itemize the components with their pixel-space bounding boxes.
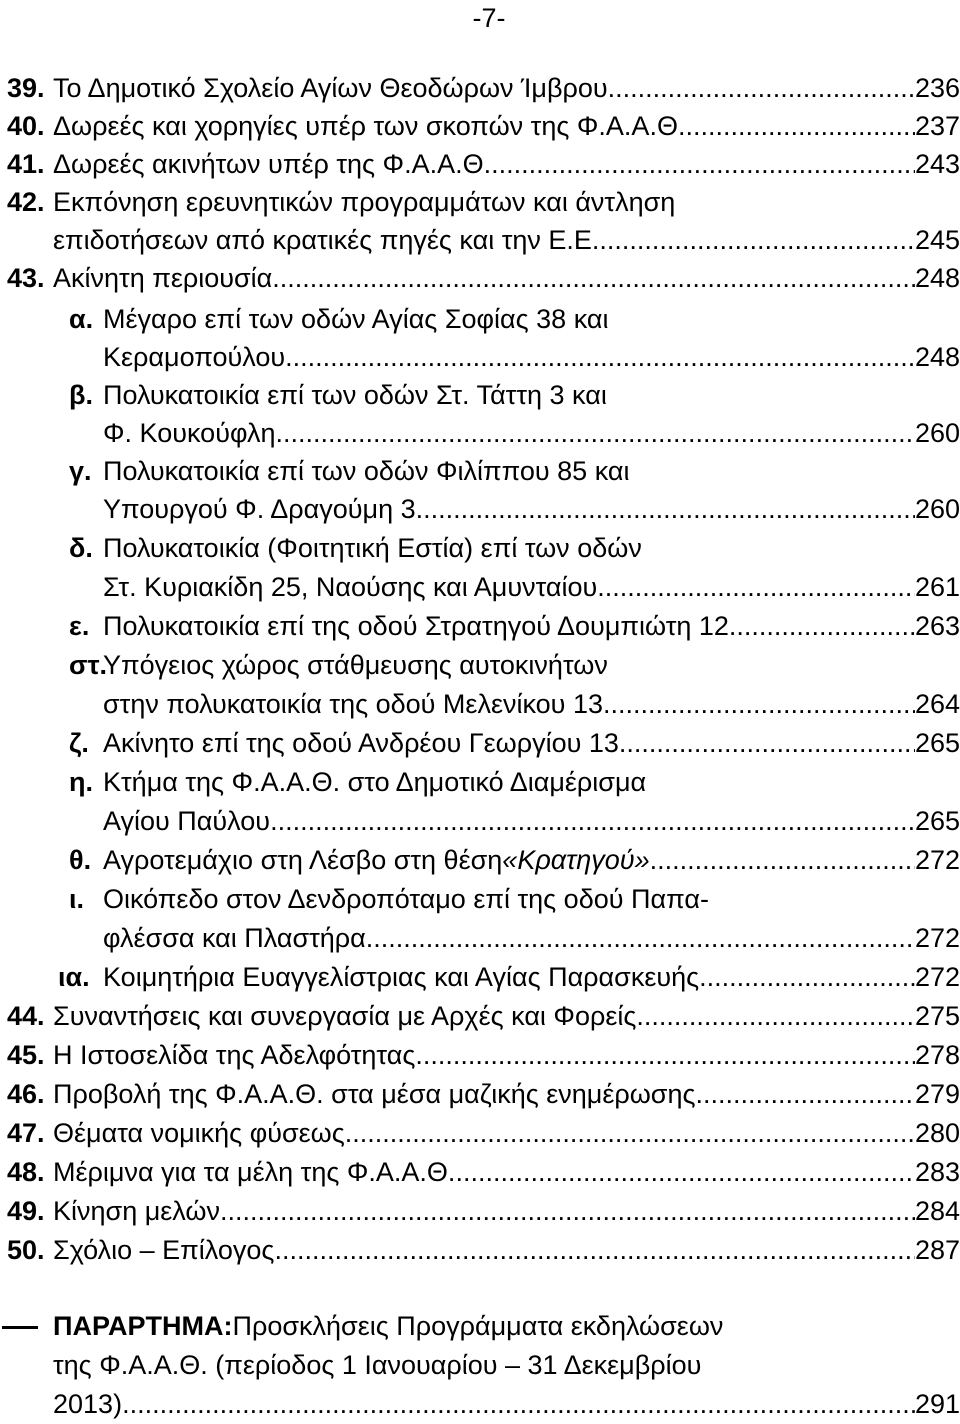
leader-dots	[272, 262, 915, 294]
toc-subentry-th	[69, 844, 960, 876]
entry-page: 265	[914, 806, 960, 836]
entry-page: 265	[914, 728, 960, 758]
leader-dots	[122, 1388, 915, 1420]
entry-page: 275	[914, 1001, 960, 1031]
leader-dots	[603, 688, 915, 720]
entry-number: 39.	[7, 73, 45, 103]
entry-title-line1: Πολυκατοικία επί των οδών Φιλίππου 85 και	[103, 456, 630, 486]
toc-appendix-cont2	[53, 1388, 960, 1420]
entry-title: Προβολή της Φ.Α.Α.Θ. στα μέσα μαζικής ενημέρωσης	[53, 1079, 696, 1109]
leader-dots	[416, 493, 915, 525]
entry-number: 46.	[7, 1079, 45, 1109]
entry-number: 49.	[7, 1196, 45, 1226]
entry-title-line1: Μέγαρο επί των οδών Αγίας Σοφίας 38 και	[103, 304, 609, 334]
toc-entry-43	[7, 262, 960, 294]
entry-page: 283	[914, 1157, 960, 1187]
entry-number: α.	[69, 304, 94, 334]
toc-entry-42-cont	[53, 224, 960, 256]
toc-appendix	[53, 1310, 960, 1342]
entry-page: 237	[914, 111, 960, 141]
entry-title: Το Δημοτικό Σχολείο Αγίων Θεοδώρων Ίμβρου	[53, 73, 608, 103]
leader-dots	[285, 341, 915, 373]
toc-entry-42	[7, 186, 960, 218]
toc-subentry-c-cont	[103, 493, 960, 525]
entry-title-line1: Υπόγειος χώρος στάθμευσης αυτοκινήτων	[103, 650, 608, 680]
leader-dots	[599, 224, 915, 256]
leader-dots	[345, 1117, 915, 1149]
entry-number: ι.	[69, 884, 85, 914]
entry-title: Ακίνητο επί της οδού Ανδρέου Γεωργίου 13	[103, 728, 619, 758]
entry-title-line1: Κτήμα της Φ.Α.Α.Θ. στο Δημοτικό Διαμέρισμα	[103, 767, 647, 797]
toc-subentry-c	[69, 455, 960, 487]
toc-entry-48	[7, 1156, 960, 1188]
entry-page: 248	[914, 342, 960, 372]
toc-subentry-d	[69, 532, 960, 564]
entry-title-line2: φλέσσα και Πλαστήρα	[103, 923, 366, 953]
entry-page: 280	[914, 1118, 960, 1148]
leader-dots	[415, 1039, 915, 1071]
entry-number: ζ.	[69, 728, 89, 758]
leader-dots	[455, 1156, 915, 1188]
toc-entry-49	[7, 1195, 960, 1227]
entry-title: Πολυκατοικία επί της οδού Στρατηγού Δουμπιώτη 12	[103, 611, 729, 641]
entry-page: 287	[914, 1235, 960, 1265]
entry-number: η.	[69, 767, 93, 797]
entry-title-line1: Εκπόνηση ερευνητικών προγραμμάτων και άντληση	[53, 187, 676, 217]
entry-number: β.	[69, 380, 93, 410]
leader-dots	[274, 1234, 914, 1266]
entry-page: 260	[914, 418, 960, 448]
toc-subentry-i-cont	[103, 922, 960, 954]
entry-title: Σχόλιο – Επίλογος	[53, 1235, 275, 1265]
toc-entry-47	[7, 1117, 960, 1149]
entry-number: 45.	[7, 1040, 45, 1070]
toc-entry-46	[7, 1078, 960, 1110]
entry-page: 272	[914, 962, 960, 992]
leader-dots	[491, 148, 915, 180]
entry-number: 40.	[7, 111, 45, 141]
entry-title-line1: Πολυκατοικία επί των οδών Στ. Τάττη 3 και	[103, 380, 607, 410]
entry-number: δ.	[69, 533, 93, 563]
entry-title: Κίνηση μελών	[53, 1196, 220, 1226]
toc-entry-45	[7, 1039, 960, 1071]
leader-dots	[636, 1000, 915, 1032]
entry-number: 41.	[7, 149, 45, 179]
entry-page: 272	[914, 845, 960, 875]
entry-number: θ.	[69, 845, 92, 875]
entry-number: στ.	[69, 650, 108, 680]
entry-page: 261	[914, 572, 960, 602]
entry-page: 245	[914, 225, 960, 255]
entry-title-line2: Φ. Κουκούφλη	[103, 418, 276, 448]
entry-title: Η Ιστοσελίδα της Αδελφότητας	[53, 1040, 416, 1070]
toc-subentry-b-cont	[103, 417, 960, 449]
toc-subentry-a-cont	[103, 341, 960, 373]
toc-subentry-z	[69, 727, 960, 759]
appendix-dash	[2, 1326, 38, 1329]
entry-title: Συναντήσεις και συνεργασία με Αρχές και Φορείς	[53, 1001, 637, 1031]
leader-dots	[275, 417, 914, 449]
entry-page: 278	[914, 1040, 960, 1070]
toc-subentry-ia	[58, 961, 960, 993]
entry-title-line2: Υπουργού Φ. Δραγούμη 3	[103, 494, 416, 524]
toc-subentry-h	[69, 766, 960, 798]
appendix-title-line3: 2013)	[53, 1389, 123, 1419]
entry-number: 48.	[7, 1157, 45, 1187]
entry-page: 284	[914, 1196, 960, 1226]
entry-title: Κοιμητήρια Ευαγγελίστριας και Αγίας Παρασκευής	[103, 962, 700, 992]
entry-page: 279	[914, 1079, 960, 1109]
entry-title: Αγροτεμάχιο στη Λέσβο στη θέση	[103, 845, 503, 875]
entry-title-line2: Αγίου Παύλου	[103, 806, 271, 836]
toc-entry-44	[7, 1000, 960, 1032]
entry-title-line2: στην πολυκατοικία της οδού Μελενίκου 13	[103, 689, 603, 719]
toc-subentry-a	[69, 303, 960, 335]
leader-dots	[650, 844, 915, 876]
entry-page: 243	[914, 149, 960, 179]
entry-page: 248	[914, 263, 960, 293]
leader-dots	[597, 571, 915, 603]
entry-page: 263	[914, 611, 960, 641]
entry-page: 264	[914, 689, 960, 719]
toc-subentry-st	[69, 649, 960, 681]
toc-subentry-d-cont	[103, 571, 960, 603]
entry-number: γ.	[69, 456, 92, 486]
appendix-label: ΠΑΡΑΡΤΗΜΑ:	[53, 1311, 233, 1341]
entry-number: 44.	[7, 1001, 45, 1031]
appendix-title-line2: της Φ.Α.Α.Θ. (περίοδος 1 Ιανουαρίου – 31 Δεκεμβρίου	[53, 1350, 702, 1380]
leader-dots	[608, 72, 915, 104]
entry-page: 260	[914, 494, 960, 524]
toc-appendix-cont1	[53, 1349, 960, 1381]
toc-entry-41	[7, 148, 960, 180]
entry-title-line1: Πολυκατοικία (Φοιτητική Εστία) επί των οδών	[103, 533, 642, 563]
entry-title: Θέματα νομικής φύσεως	[53, 1118, 345, 1148]
toc-subentry-st-cont	[103, 688, 960, 720]
toc-entry-40	[7, 110, 960, 142]
entry-number: 50.	[7, 1235, 45, 1265]
toc-subentry-e	[69, 610, 960, 642]
entry-number: 42.	[7, 187, 45, 217]
leader-dots	[619, 727, 915, 759]
toc-subentry-i	[69, 883, 960, 915]
entry-number: 47.	[7, 1118, 45, 1148]
entry-page: 272	[914, 923, 960, 953]
appendix-title-line1: Προσκλήσεις Προγράμματα εκδηλώσεων	[232, 1311, 724, 1341]
entry-title-line1: Οικόπεδο στον Δενδροπόταμο επί της οδού Παπα-	[103, 884, 709, 914]
entry-title-italic: «Κρατηγού»	[502, 845, 650, 875]
entry-title-line2: Κεραμοπούλου	[103, 342, 286, 372]
leader-dots	[729, 610, 915, 642]
leader-dots	[685, 110, 914, 142]
toc-entry-39	[7, 72, 960, 104]
leader-dots	[220, 1195, 915, 1227]
toc-subentry-b	[69, 379, 960, 411]
leader-dots	[270, 805, 915, 837]
entry-title: Ακίνητη περιουσία	[53, 263, 273, 293]
entry-title: Μέριμνα για τα μέλη της Φ.Α.Α.Θ.	[53, 1157, 456, 1187]
leader-dots	[366, 922, 915, 954]
entry-title-line2: Στ. Κυριακίδη 25, Ναούσης και Αμυνταίου	[103, 572, 598, 602]
leader-dots	[696, 1078, 915, 1110]
toc-entry-50	[7, 1234, 960, 1266]
entry-number: ια.	[58, 962, 90, 992]
entry-number: 43.	[7, 263, 45, 293]
leader-dots	[699, 961, 915, 993]
entry-title: Δωρεές και χορηγίες υπέρ των σκοπών της Φ.Α.Α.Θ.	[53, 111, 686, 141]
entry-page: 236	[914, 73, 960, 103]
toc-subentry-h-cont	[103, 805, 960, 837]
entry-title: Δωρεές ακινήτων υπέρ της Φ.Α.Α.Θ.	[53, 149, 492, 179]
entry-number: ε.	[69, 611, 90, 641]
page-number: -7-	[472, 3, 506, 33]
entry-page: 291	[914, 1389, 960, 1419]
entry-title-line2: επιδοτήσεων από κρατικές πηγές και την Ε.Ε.	[53, 225, 600, 255]
